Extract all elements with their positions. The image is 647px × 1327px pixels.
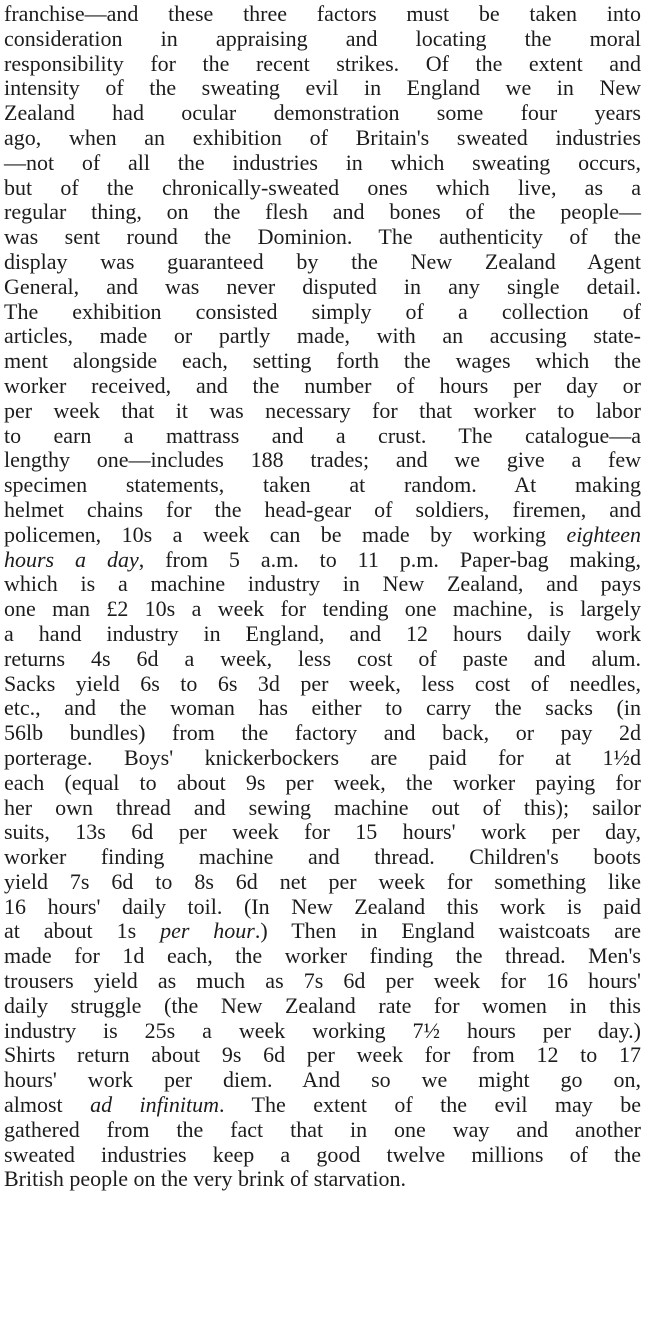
text-line: each (equal to about 9s per week, the worker paying for [4, 769, 641, 795]
text-line: sweated industries keep a good twelve millions of the [4, 1141, 641, 1167]
text-segment: , from 5 a.m. to 11 p.m. Paper-bag making, [138, 546, 642, 572]
text-segment: policemen, 10s a week can be made by working [4, 521, 567, 547]
text-line: specimen statements, taken at random. At making [4, 472, 641, 498]
text-line: display was guaranteed by the New Zealand Agent [4, 248, 641, 274]
text-segment: .) Then in England waistcoats are [254, 918, 641, 944]
text-line: Sacks yield 6s to 6s 3d per week, less cost of needles, [4, 670, 641, 696]
italic-segment: eighteen [566, 521, 641, 547]
text-line: ago, when an exhibition of Britain's sweated industries [4, 124, 641, 150]
text-line: Zealand had ocular demonstration some four years [4, 100, 641, 126]
text-line: —not of all the industries in which sweating occurs, [4, 149, 641, 175]
text-line: 16 hours' daily toil. (In New Zealand this work is paid [4, 893, 641, 919]
text-line: articles, made or partly made, with an accusing state- [4, 323, 641, 349]
text-line: which is a machine industry in New Zealand, and pays [4, 571, 641, 597]
italic-segment: hours a day [4, 546, 139, 572]
text-line: helmet chains for the head-gear of soldiers, firemen, and [4, 496, 641, 522]
text-line: regular thing, on the flesh and bones of the people— [4, 199, 641, 225]
text-line: The exhibition consisted simply of a collection of [4, 298, 641, 324]
text-line: worker finding machine and thread. Children's boots [4, 844, 641, 870]
text-line: was sent round the Dominion. The authenticity of the [4, 224, 641, 250]
text-segment: at about 1s [4, 918, 161, 944]
text-line: responsibility for the recent strikes. Of the extent and [4, 50, 641, 76]
text-line: but of the chronically-sweated ones which live, as a [4, 174, 641, 200]
text-line: suits, 13s 6d per week for 15 hours' work per day, [4, 819, 641, 845]
text-line: gathered from the fact that in one way and another [4, 1116, 641, 1142]
text-line: etc., and the woman has either to carry the sacks (in [4, 695, 641, 721]
text-segment: . The extent of the evil may be [219, 1092, 641, 1118]
text-line [4, 1093, 641, 1118]
text-line: franchise—and these three factors must be taken into [4, 1, 641, 26]
text-line: daily struggle (the New Zealand rate for women in this [4, 992, 641, 1018]
text-line: 56lb bundles) from the factory and back, or pay 2d [4, 720, 641, 746]
text-line [4, 548, 641, 573]
text-line: British people on the very brink of starvation. [4, 1166, 407, 1192]
italic-segment: per hour [160, 918, 255, 944]
text-line: one man £2 10s a week for tending one machine, is largely [4, 596, 641, 622]
text-line: industry is 25s a week working 7½ hours per day.) [4, 1017, 641, 1043]
text-line: intensity of the sweating evil in England we in New [4, 75, 641, 101]
text-line: made for 1d each, the worker finding the thread. Men's [4, 943, 641, 969]
text-line: lengthy one—includes 188 trades; and we give a few [4, 447, 641, 473]
text-line: Shirts return about 9s 6d per week for from 12 to 17 [4, 1042, 641, 1068]
text-segment: almost [4, 1092, 91, 1118]
text-line: porterage. Boys' knickerbockers are paid for at 1½d [4, 744, 641, 770]
text-line: her own thread and sewing machine out of this); sailor [4, 794, 641, 820]
text-line [4, 523, 641, 548]
text-line: a hand industry in England, and 12 hours daily work [4, 620, 641, 646]
text-line: General, and was never disputed in any single detail. [4, 273, 641, 299]
text-line: returns 4s 6d a week, less cost of paste and alum. [4, 645, 641, 671]
text-line: ment alongside each, setting forth the wages which the [4, 348, 641, 374]
text-line: consideration in appraising and locating the moral [4, 25, 641, 51]
text-line: yield 7s 6d to 8s 6d net per week for something like [4, 868, 641, 894]
text-line [4, 919, 641, 944]
italic-segment: ad infinitum [90, 1092, 219, 1118]
text-line: per week that it was necessary for that worker to labor [4, 397, 641, 423]
text-line: to earn a mattrass and a crust. The catalogue—a [4, 422, 641, 448]
text-line: worker received, and the number of hours per day or [4, 372, 641, 398]
text-line: trousers yield as much as 7s 6d per week for 16 hours' [4, 968, 641, 994]
text-line: hours' work per diem. And so we might go on, [4, 1067, 641, 1093]
